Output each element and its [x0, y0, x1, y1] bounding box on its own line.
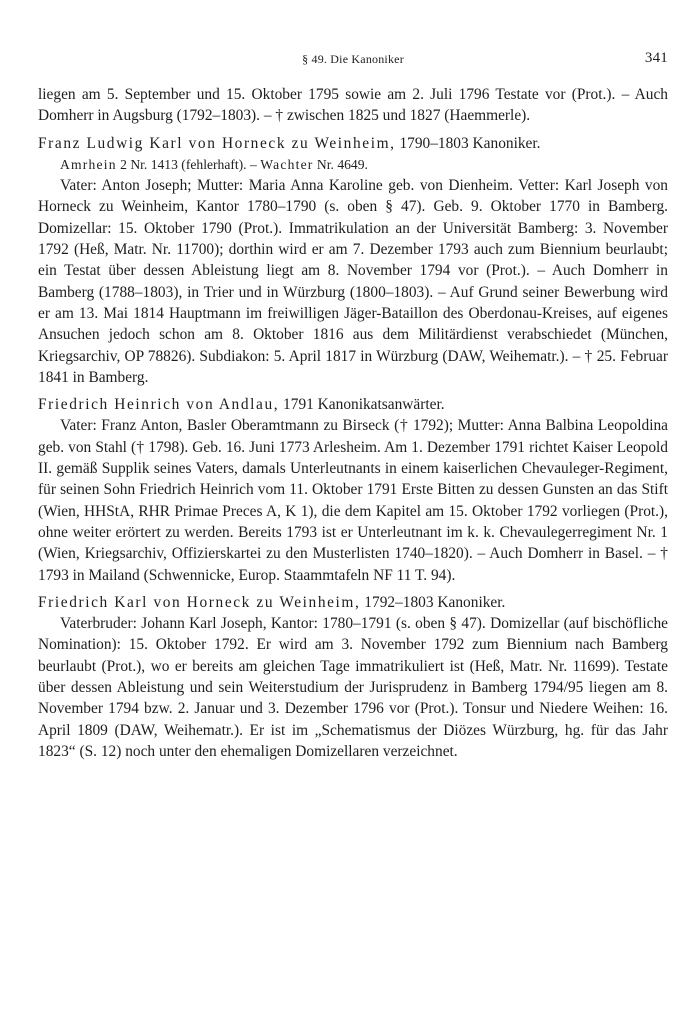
entry-title: 1791 Kanonikatsanwärter.	[279, 396, 445, 414]
entry-sources	[38, 154, 668, 175]
entry-title: 1790–1803 Kanoniker.	[395, 134, 541, 152]
page-header	[38, 52, 668, 72]
entry-heading	[38, 133, 668, 154]
entry-heading	[38, 394, 668, 415]
source-author: Wachter	[260, 156, 314, 172]
page-body	[38, 84, 668, 762]
entry-title: 1792–1803 Kanoniker.	[360, 593, 506, 611]
page-number: 341	[644, 50, 668, 66]
source-ref: Nr. 4649.	[313, 156, 368, 172]
entry-text: Vater: Anton Joseph; Mutter: Maria Anna Karoline geb. von Dienheim. Vetter: Karl Joseph von Horneck zu Weinheim, Kantor 1780–1790 (s. oben § 47). Geb. 9. Oktober 1770 in Bamberg. Domizellar: 15. Oktober 1790 (Prot.). Immatrikulation an der Universität Bamberg: 3. November 1792 (Heß, Matr. Nr. 11700); dorthin wird er am 7. Dezember 1793 auch zum Biennium beurlaubt; ein Testat über dessen Ableistung liegt am 8. November 1794 vor (Prot.). – Auch Domherr in Bamberg (1788–1803), in Trier und in Würzburg (1800–1803). – Auf Grund seiner Bewerbung wird er am 13. Mai 1814 Hauptmann im freiwilligen Jäger-Bataillon des Oberdonau-Kreises, auf eigenes Ansuchen jedoch schon am 8. Oktober 1816 aus dem Militärdienst verabschiedet (München, Kriegsarchiv, OP 78826). Subdiakon: 5. April 1817 in Würzburg (DAW, Weihematr.). – † 25. Februar 1841 in Bamberg.	[38, 177, 668, 386]
entry-name: Friedrich Karl von Horneck zu Weinheim,	[38, 593, 361, 611]
entry-name: Friedrich Heinrich von Andlau,	[38, 396, 280, 414]
source-ref: 2 Nr. 1413 (fehlerhaft). –	[116, 156, 261, 172]
continued-paragraph: liegen am 5. September und 15. Oktober 1795 sowie am 2. Juli 1796 Testate vor (Prot.). – Auch Domherr in Augsburg (1792–1803). – † zwischen 1825 und 1827 (Haemmerle).	[38, 86, 668, 125]
entry-name: Franz Ludwig Karl von Horneck zu Weinheim,	[38, 134, 396, 152]
entry-text: Vaterbruder: Johann Karl Joseph, Kantor: 1780–1791 (s. oben § 47). Domizellar (auf bischöfliche Nomination): 15. Oktober 1792. Er wird am 3. November 1792 zum Biennium nach Bamberg beurlaubt (Prot.), wo er bereits am gleichen Tage immatrikuliert ist (Heß, Matr. Nr. 11699). Testate über dessen Ableistung und sein Weiterstudium der Jurisprudenz in Bamberg 1794/95 liegen am 8. November 1794 bzw. 2. Januar und 3. Dezember 1796 vor (Prot.). Tonsur und Niedere Weihen: 16. April 1809 (DAW, Weihematr.). Er ist im „Schematismus der Diözes Würzburg, hg. für das Jahr 1823“ (S. 12) noch unter den ehemaligen Domizellaren verzeichnet.	[38, 615, 668, 760]
running-title: § 49. Die Kanoniker	[302, 52, 404, 66]
entry-heading	[38, 592, 668, 613]
entry-text: Vater: Franz Anton, Basler Oberamtmann zu Birseck († 1792); Mutter: Anna Balbina Leopoldina geb. von Stahl († 1798). Geb. 16. Juni 1773 Arlesheim. Am 1. Dezember 1791 richtet Kaiser Leopold II. gemäß Supplik seines Vaters, damals Unterleutnants in einem kaiserlichen Chevauleger-Regiment, für seinen Sohn Friedrich Heinrich vom 11. Oktober 1791 Erste Bitten zu dessen Gunsten an das Stift (Wien, HHStA, RHR Primae Preces A, K 1), die dem Kapitel am 15. Oktober 1792 vorliegen (Prot.), ohne weiter erörtert zu werden. Bereits 1793 ist er Unterleutnant im k. k. Chevaulegerregiment Nr. 1 (Wien, Kriegsarchiv, Offizierskartei zu den Musterlisten 1740–1820). – Auch Domherr in Basel. – † 1793 in Mailand (Schwennicke, Europ. Staammtafeln NF 11 T. 94).	[38, 417, 668, 584]
source-author: Amrhein	[60, 156, 117, 172]
